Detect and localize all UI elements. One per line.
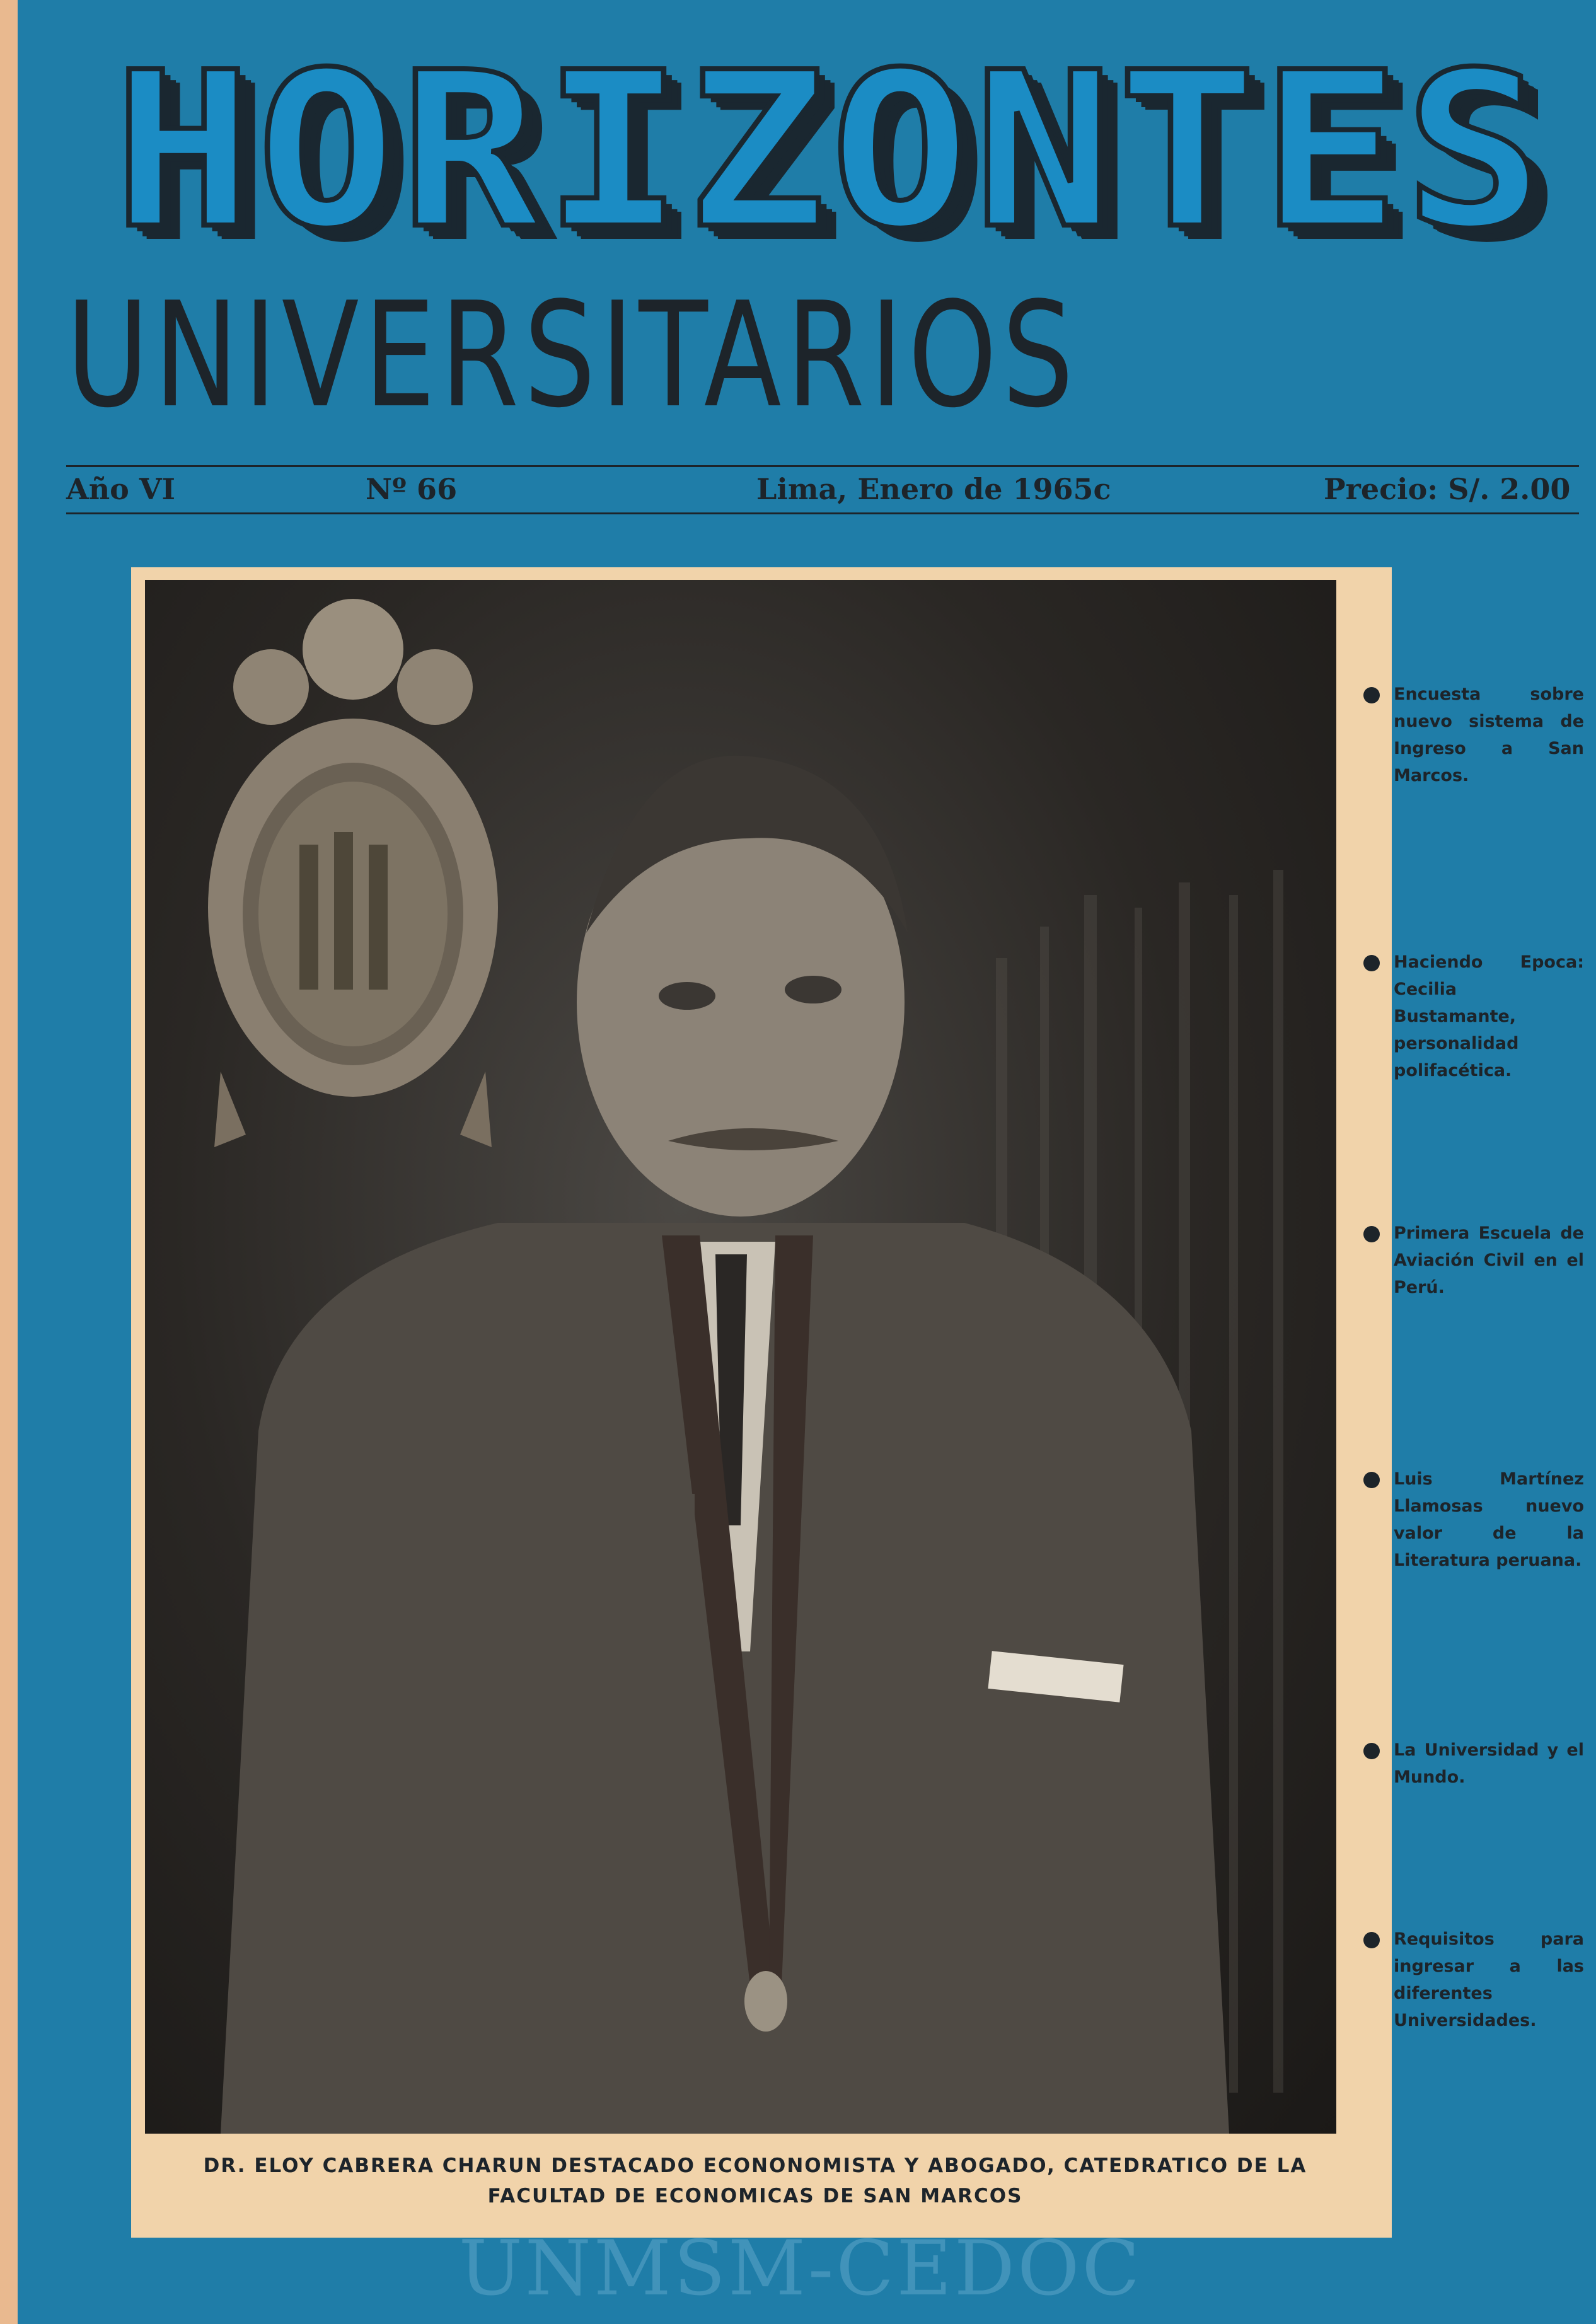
coat-of-arms-emblem [208, 599, 498, 1147]
toc-item-text: La Universidad y el Mundo. [1394, 1740, 1584, 1787]
toc-item [1363, 1220, 1584, 1301]
cover-photo-frame [131, 567, 1392, 2238]
toc-item [1363, 1737, 1584, 1791]
issue-year: Año VI [66, 472, 176, 506]
bullet-icon [1363, 1743, 1380, 1759]
issue-line [66, 468, 1579, 511]
toc-item-text: Requisitos para ingresar a las diferentes Universidades. [1394, 1929, 1584, 2030]
cover-photo [145, 580, 1336, 2134]
toc-item-text: Encuesta sobre nuevo sistema de Ingreso a San Marcos. [1394, 685, 1584, 785]
masthead-title: HORIZONTES [113, 26, 1548, 276]
toc-item [1363, 949, 1584, 1084]
toc-item [1363, 1926, 1584, 2034]
toc-item [1363, 681, 1584, 789]
masthead-subtitle: UNIVERSITARIOS [66, 272, 1079, 440]
issue-rule-bottom [66, 512, 1579, 514]
toc-item-text: Luis Martínez Llamosas nuevo valor de la Literatura peruana. [1394, 1469, 1584, 1570]
bullet-icon [1363, 955, 1380, 971]
toc-item-text: Primera Escuela de Aviación Civil en el Perú. [1394, 1223, 1584, 1297]
bullet-icon [1363, 687, 1380, 703]
cover-photo-caption: DR. ELOY CABRERA CHARUN DESTACADO ECONONOMISTA Y ABOGADO, CATEDRATICO DE LA FACULTAD DE ECONOMICAS DE SAN MARCOS [203, 2154, 1307, 2207]
issue-place-date: Lima, Enero de 1965c [756, 472, 1111, 506]
toc-item [1363, 1466, 1584, 1574]
issue-rule-top [66, 465, 1579, 467]
bullet-icon [1363, 1472, 1380, 1488]
table-of-contents [1363, 681, 1584, 2067]
toc-item-text: Haciendo Epoca: Cecilia Bustamante, personalidad polifacética. [1394, 952, 1584, 1080]
bullet-icon [1363, 1226, 1380, 1242]
archive-watermark: UNMSM-CEDOC [458, 2225, 1143, 2313]
issue-number: Nº 66 [366, 472, 458, 506]
portrait-illustration [145, 580, 1336, 2134]
bullet-icon [1363, 1932, 1380, 1948]
issue-price: Precio: S/. 2.00 [1324, 472, 1571, 506]
